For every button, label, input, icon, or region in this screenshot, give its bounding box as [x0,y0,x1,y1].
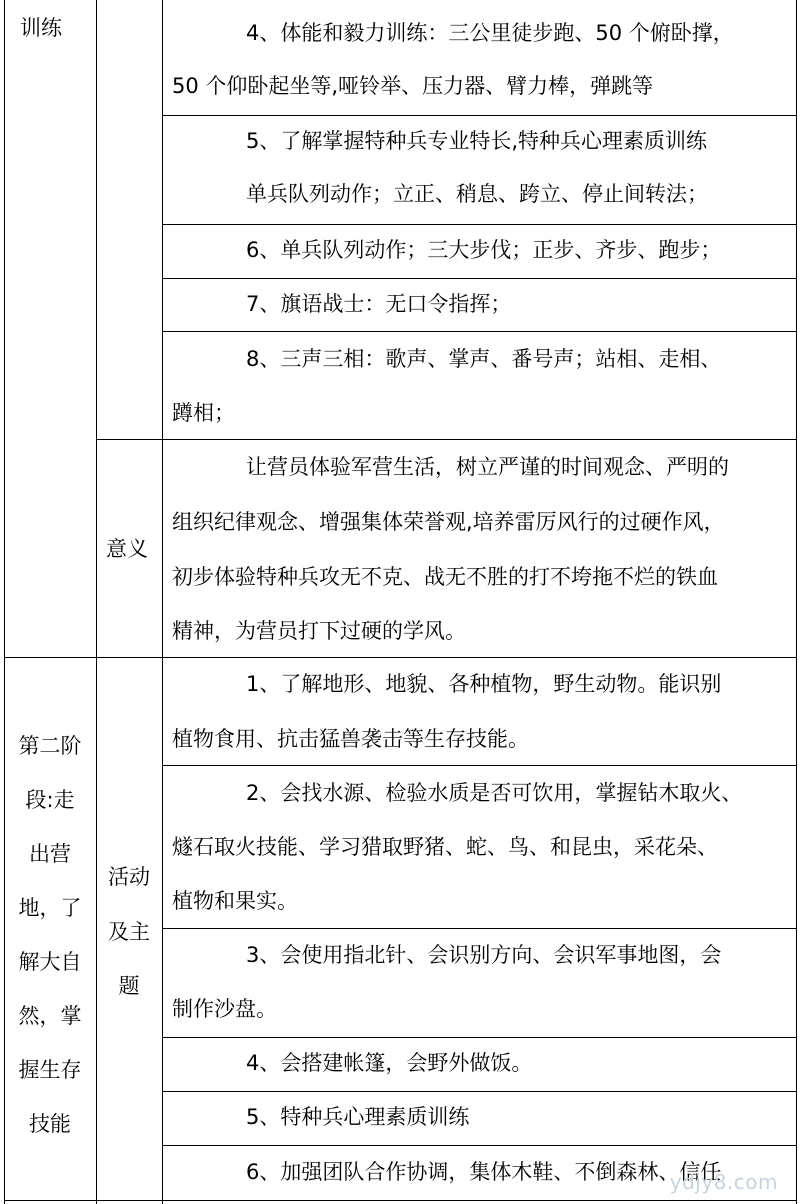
item-line: 单兵队列动作；立正、稍息、跨立、停止间转法； [246,182,708,206]
table-divider-col2 [162,0,163,1204]
meaning-label: 意义 [106,537,148,561]
meaning-line: 让营员体验军营生活，树立严谨的时间观念、严明的 [246,455,729,479]
stage-label-line: 握生存 [18,1058,82,1082]
table-border-right [796,0,797,1204]
stage-label-line: 出营 [29,842,71,866]
activity-item-3 [172,929,794,1037]
item-line: 植物食用、抗击猛兽袭击等生存技能。 [172,727,529,751]
activity-item-2 [172,766,794,928]
training-item-7 [172,279,792,331]
item-line: 50 个仰卧起坐等,哑铃举、压力器、臂力棒，弹跳等 [172,74,654,98]
activity-item-1 [172,658,794,765]
training-item-8 [172,332,792,439]
item-line: 4、会搭建帐篷，会野外做饭。 [246,1051,533,1075]
stage-label-line: 解大自 [18,950,82,974]
meaning-line: 组织纪律观念、增强集体荣誉观,培养雷厉风行的过硬作风， [172,510,725,534]
item-line: 2、会找水源、检验水质是否可饮用，掌握钻木取火、 [246,781,743,805]
activity-label-line: 及主 [108,920,150,944]
activity-label-line: 题 [118,974,140,998]
meaning-line: 初步体验特种兵攻无不克、战无不胜的打不垮拖不烂的铁血 [172,565,718,589]
training-item-6 [172,225,792,278]
item-line: 8、三声三相：歌声、掌声、番号声；站相、走相、 [246,347,722,371]
item-line: 3、会使用指北针、会识别方向、会识军事地图，会 [246,943,722,967]
item-line: 6、加强团队合作协调，集体木鞋、不倒森林、信任 [246,1160,722,1184]
activity-label-line: 活动 [108,865,150,889]
stage-label-line: 段:走 [25,788,75,812]
item-line: 蹲相； [172,401,235,425]
meaning-paragraph [172,440,794,657]
stage-label-training: 训练 [20,16,62,40]
activity-item-5 [172,1092,794,1145]
activity-item-4 [172,1038,794,1091]
item-line: 燧石取火技能、学习猎取野猪、蛇、鸟、和昆虫，采花朵、 [172,835,718,859]
training-item-4 [172,0,792,115]
training-item-5 [172,116,792,224]
watermark: ydjy8.com [669,1170,778,1194]
stage-label-line: 技能 [29,1112,71,1136]
meaning-line: 精神，为营员打下过硬的学风。 [172,619,466,643]
item-line: 1、了解地形、地貌、各种植物，野生动物。能识别 [246,672,722,696]
item-line: 4、体能和毅力训练：三公里徒步跑、50 个俯卧撑， [246,21,734,45]
activity-theme-label [96,658,162,1200]
item-line: 5、了解掌握特种兵专业特长,特种兵心理素质训练 [246,129,708,153]
stage-label-stage2 [4,658,96,1200]
stage-label-line: 然，掌 [18,1004,82,1028]
item-line: 制作沙盘。 [172,997,277,1021]
item-line: 5、特种兵心理素质训练 [246,1105,470,1129]
item-line: 植物和果实。 [172,889,298,913]
item-line: 7、旗语战士：无口令指挥； [246,292,512,316]
stage-label-line: 地，了 [18,896,82,920]
table-border-bottom [4,1200,797,1201]
item-line: 6、单兵队列动作；三大步伐；正步、齐步、跑步； [246,238,722,262]
stage-label-line: 第二阶 [18,734,82,758]
